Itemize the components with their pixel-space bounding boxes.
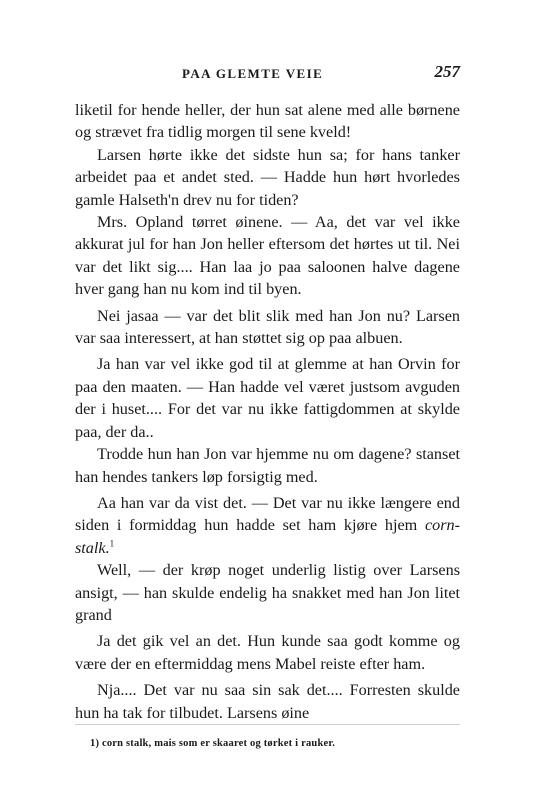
paragraph-1: liketil for hende heller, der hun sat alene med alle børnene og strævet fra tidlig morgen til sene kveld! bbox=[75, 101, 460, 142]
paragraph-3: Mrs. Opland tørret øinene. — Aa, det var vel ikke akkurat jul for han Jon heller eftersom det hørtes ut til. Nei var det likt sig.... Han laa jo paa saloonen halve dagene hver gang han nu kom ind til byen. bbox=[75, 213, 460, 299]
footnote-rule bbox=[75, 724, 460, 725]
footnote-marker: 1 bbox=[109, 538, 115, 549]
running-title: PAA GLEMTE VEIE bbox=[182, 66, 324, 81]
footnote: 1) corn stalk, mais som er skaaret og tørket i rauker. bbox=[90, 738, 336, 749]
paragraph-9: Ja det gik vel an det. Hun kunde saa godt komme og være der en eftermiddag mens Mabel reiste efter ham. bbox=[75, 632, 460, 673]
corn-stalk-term: corn-stalk. bbox=[75, 516, 460, 557]
paragraph-6: Trodde hun han Jon var hjemme nu om dagene? stanset han hendes tankers løp forsigtig med. bbox=[75, 445, 460, 486]
paragraph-7-text: Aa han var da vist det. — Det var nu ikke længere end siden i formiddag hun hadde set ham kjøre hjem bbox=[75, 493, 460, 535]
paragraph-5: Ja han var vel ikke god til at glemme at han Orvin for paa den maaten. — Han hadde vel været justsom avguden der i huset.... For det var nu ikke fattigdommen at skylde paa, der da.. bbox=[75, 355, 460, 441]
body-text bbox=[75, 99, 460, 724]
paragraph-10: Nja.... Det var nu saa sin sak det.... Forresten skulde hun ha tak for tilbudet. Larsens øine bbox=[75, 681, 460, 722]
running-head bbox=[80, 62, 460, 86]
page-number: 257 bbox=[434, 62, 460, 81]
paragraph-7 bbox=[75, 492, 460, 559]
paragraph-8: Well, — der krøp noget underlig listig over Larsens ansigt, — han skulde endelig ha snakket med han Jon litet grand bbox=[75, 561, 460, 624]
paragraph-4: Nei jasaa — var det blit slik med han Jon nu? Larsen var saa interessert, at han støttet sig op paa albuen. bbox=[75, 306, 460, 348]
paragraph-2: Larsen hørte ikke det sidste hun sa; for hans tanker arbeidet paa et andet sted. — Hadde hun hørt hvorledes gamle Halseth'n drev nu for tiden? bbox=[75, 145, 460, 209]
